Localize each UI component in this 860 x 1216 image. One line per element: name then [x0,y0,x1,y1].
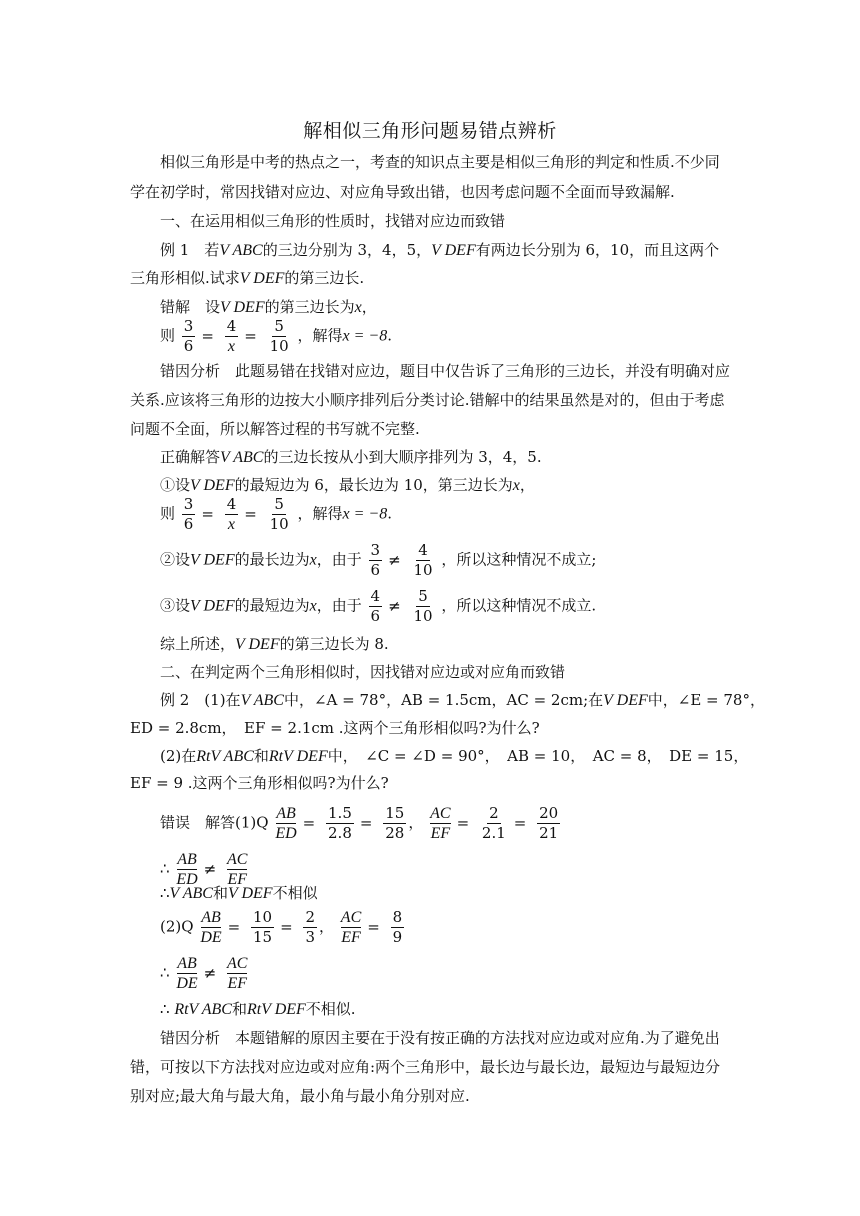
wrong-conclusion-2: ∴ RtV ABC和RtV DEF不相似. [160,1000,356,1018]
case-1: ①设V DEF的最短边为 6，最长边为 10，第三边长为x， [160,476,535,494]
error-analysis-2-line-1: 错因分析 本题错解的原因主要在于没有按正确的方法找对应边或对应角.为了避免出 [160,1029,720,1047]
error-analysis-1-line-3: 问题不全面，所以解答过程的书写就不完整. [130,420,420,438]
page-title: 解相似三角形问题易错点辨析 [303,120,557,142]
section-1-heading: 一、在运用相似三角形的性质时，找错对应边而致错 [160,212,506,230]
intro-line-1: 相似三角形是中考的热点之一，考查的知识点主要是相似三角形的判定和性质.不少同 [160,153,720,171]
example-2-line-1: 例 2 (1)在V ABC中，∠A = 78°，AB = 1.5cm，AC = 2cm;在V DEF中，∠E = 78°， [160,691,765,709]
error-analysis-2-line-2: 错，可按以下方法找对应边或对应角:两个三角形中，最长边与最长边，最短边与最短边分 [130,1058,721,1076]
case-1-equation: 则 $\frac{3}{6}$ = $\frac{4}{x}$ = $\frac{5}{10}$ ，解得x = −8. [160,495,392,533]
example-2-line-2: ED = 2.8cm， EF = 2.1cm .这两个三角形相似吗?为什么? [130,719,540,737]
example-1-line-2: 三角形相似.试求V DEF的第三边长. [130,269,365,287]
case-3: ③设V DEF的最短边为x，由于 $\frac{4}{6}$ ≠ $\frac{5}{10}$ ，所以这种情况不成立. [160,587,597,625]
wrong-solution-1: 错解 设V DEF的第三边长为x， [160,298,377,316]
example-2-line-3: (2)在RtV ABC和RtV DEF中， ∠C = ∠D = 90°， AB = 10， AC = 8， DE = 15， [160,747,749,765]
intro-line-2: 学在初学时，常因找错对应边、对应角导致出错，也因考虑问题不全面而导致漏解. [130,183,675,201]
correct-solution: 正确解答V ABC的三边长按从小到大顺序排列为 3，4，5. [160,448,542,466]
wrong-solution-2-ineq-2: ∴ $\frac{AB}{DE}$ ≠ $\frac{AC}{EF}$ [160,955,248,992]
wrong-solution-2-part-1: 错误 解答(1)Q $\frac{AB}{ED}$ = $\frac{1.5}{2.8}$ = $\frac{15}{28}$ ， $\frac{AC}{EF}$ = $\frac{2}{2.1}$ = $\frac{20}{21}$ [160,804,559,842]
wrong-conclusion-1: ∴V ABC和V DEF不相似 [160,884,318,902]
wrong-equation-1: 则 $\frac{3}{6}$ = $\frac{4}{x}$ = $\frac{5}{10}$ ，解得x = −8. [160,317,392,355]
example-1-line-1: 例 1 若V ABC的三边分别为 3，4，5，V DEF有两边长分别为 6，10，而且这两个 [160,241,720,259]
wrong-solution-2-part-2: (2)Q $\frac{AB}{DE}$ = $\frac{10}{15}$ = $\frac{2}{3}$ ， $\frac{AC}{EF}$ = $\frac{8}{9}$ [160,908,403,946]
wrong-solution-2-ineq-1: ∴ $\frac{AB}{ED}$ ≠ $\frac{AC}{EF}$ [160,851,248,888]
section-2-heading: 二、在判定两个三角形相似时，因找错对应边或对应角而致错 [160,663,566,681]
case-2: ②设V DEF的最长边为x，由于 $\frac{3}{6}$ ≠ $\frac{4}{10}$ ，所以这种情况不成立; [160,541,597,579]
error-analysis-1-line-1: 错因分析 此题易错在找错对应边，题目中仅告诉了三角形的三边长，并没有明确对应 [160,362,731,380]
error-analysis-2-line-3: 别对应;最大角与最大角，最小角与最小角分别对应. [130,1087,470,1105]
summary: 综上所述，V DEF的第三边长为 8. [160,635,389,653]
example-2-line-4: EF = 9 .这两个三角形相似吗?为什么? [130,774,389,792]
error-analysis-1-line-2: 关系.应该将三角形的边按大小顺序排列后分类讨论.错解中的结果虽然是对的，但由于考虑 [130,391,725,409]
